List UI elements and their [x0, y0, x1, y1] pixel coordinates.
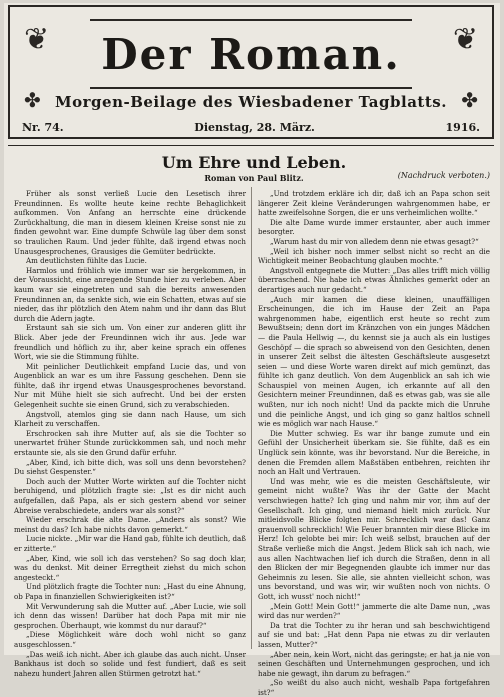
paragraph: „Weil ich bisher noch immer selbst nicht so recht an die Wichtigkeit meiner Beobachtung glauben mochte.“ [258, 246, 490, 266]
paragraph: Erstaunt sah sie sich um. Von einer zur anderen glitt ihr Blick. Aber jede der Freundinnen wich ihr aus. Jede war freundlich und höflich zu ihr, aber keine sprach ein offenes Wort, wie sie die Stimmung fühlte. [14, 323, 246, 362]
paragraph: Harmlos und fröhlich wie immer war sie hergekommen, in der Voraussicht, eine anregende Stunde hier zu verleben. Aber kaum war sie eingetreten und sah die bereits anwesenden Freundinnen an, da senkte sich, wie ein Schatten, etwas auf sie nieder, das ihr plötzlich den Atem nahm und ihr dann das Blut durch die Adern jagte. [14, 265, 246, 323]
masthead [8, 5, 494, 139]
paragraph: Mit Verwunderung sah die Mutter auf. „Aber Lucie, wie soll ich denn das wissen! Darüber hat doch Papa mit mir nie gesprochen. Überhaupt, wie kommst du nur darauf?“ [14, 601, 246, 630]
column-divider [251, 187, 252, 649]
paragraph: „Warum hast du mir von alledem denn nie etwas gesagt?“ [270, 236, 479, 246]
issue-year: 1916. [445, 121, 480, 134]
newspaper-title: Der Roman. [101, 29, 401, 79]
paragraph: Früher als sonst verließ Lucie den Lesetisch ihrer Freundinnen. Es wollte heute keine rechte Behaglichkeit aufkommen. Von Anfang an herrschte eine drückende Zurückhaltung, die man in diesem kleinen Kreise sonst nie zu finden gewohnt war. Eine dumpfe Schwüle lag über dem sonst so traulichen Raum. Und jeder fühlte, daß irgend etwas noch Unausgesprochenes, Grausiges die Gemüter bedrückte. [14, 189, 246, 256]
ornament-right-icon: ❦ [452, 22, 478, 57]
paragraph: „Mein Gott! Mein Gott!“ jammerte die alte Dame nun, „was wird das nur werden?“ [258, 601, 490, 621]
issue-number: Nr. 74. [22, 121, 64, 134]
paragraph: Lucie nickte. „Mir war die Hand gab, fühlte ich deutlich, daß er zitterte.“ [14, 534, 246, 553]
paragraph: Erschrocken sah ihre Mutter auf, als sie die Tochter so unerwartet früher Stunde zurückkommen sah, und noch mehr erstaunte sie, als sie den Grund dafür erfuhr. [14, 428, 246, 458]
paragraph: Und was mehr, wie es die meisten Geschäftsleute, wir gemeint nicht wußte? Was ihr der Gatte der Macht verschwiegen hatte? Ich ging und nahm mir vor, ihm auf der Gesellschaft. Ich ging, und niemand hielt mich zurück. Nur mitleidsvolle Blicke folgten mir. Schrecklich war das! Ganz grauenvoll schrecklich! Wie Feuer brannten mir diese Blicke im Herz! Ich gelobte bei mir: Ich weiß selbst, brauchen auf der Straße verließe mich die Angst. Jedem Blick sah ich nach, wie aus allen Nachtwachen lief ich durch die Straßen, denn in all den Blicken der mir Begegnenden glaubte ich immer nur das Geheimnis zu lesen. Sie alle, sie ahnten vielleicht schon, was uns bevorstand, und was wir, wir wußten noch von nichts. O Gott, ich wusst' noch nicht!“ [258, 476, 490, 601]
ornament-left-icon: ❦ [24, 22, 50, 57]
paragraph: „Und trotzdem erkläre ich dir, daß ich an Papa schon seit längerer Zeit kleine Veränderungen wahrgenommen habe, er hatte zweifelsohne Sorgen, die er uns verheimlichen wollte.“ [258, 189, 490, 218]
issue-date: Dienstag, 28. März. [194, 121, 315, 134]
newspaper-subtitle: Morgen-Beilage des Wiesbadener Tagblatts. [55, 93, 447, 111]
title-band [90, 19, 412, 89]
ornament-bottom-left-icon: ✤ [24, 88, 41, 112]
paragraph: „Aber, Kind, wie soll ich das verstehen? So sag doch klar, was du denkst. Mit deiner Erregtheit ziehst du mich schon angesteckt.“ [14, 553, 246, 582]
paragraph: Da trat die Tochter zu ihr heran und sah beschwichtigend auf sie und bat: „Hat denn Papa nie etwas zu dir verlauten lassen, Mutter?“ [258, 620, 490, 649]
paragraph: Angstvoll entgegnete die Mutter: „Das alles trifft mich völlig überraschend. Nie habe ich etwas Ähnliches gemerkt oder an derartiges auch nur gedacht.“ [258, 265, 490, 294]
story-title: Um Ehre und Leben. [161, 153, 347, 172]
paragraph: Die Mutter schwieg. Es war ihr bange zumute und ein Gefühl der Unsicherheit überkam sie. Sie fühlte, daß es ein Unglück sein könnte, was ihr bevorstand. Nur die Bereiche, in denen die Fremden allem Maßstäben entbehren, reichten ihr noch an Halt und Vertrauen. [258, 428, 490, 477]
paragraph: „Aber nein, kein Wort, nicht das geringste; er hat ja nie von seinen Geschäften und Unternehmungen gesprochen, und ich habe nie gewagt, ihn darum zu befragen.“ [258, 649, 490, 678]
story-author: Roman von Paul Blitz. [204, 173, 304, 183]
newspaper-page [4, 3, 500, 697]
column-right [258, 189, 490, 697]
ornament-bottom-right-icon: ✤ [461, 88, 478, 112]
column-left [14, 189, 246, 678]
paragraph: „Aber, Kind, ich bitte dich, was soll uns denn bevorstehen? Du siehst Gespenster.“ [14, 457, 246, 477]
paragraph: Und plötzlich fragte die Tochter nun: „Hast du eine Ahnung, ob Papa in finanziellen Schwierigkeiten ist?“ [14, 582, 246, 601]
paragraph: Doch auch der Mutter Worte wirkten auf die Tochter nicht beruhigend, und plötzlich fragte sie: „Ist es dir nicht auch aufgefallen, daß Papa, als er sich gestern abend vor seiner Abreise verabschiedete, anders war als sonst?“ [14, 476, 246, 515]
paragraph: Angstvoll, atemlos ging sie dann nach Hause, um sich Klarheit zu verschaffen. [14, 409, 246, 429]
masthead-rule [8, 145, 494, 146]
reprint-note: (Nachdruck verboten.) [397, 171, 490, 180]
paragraph: „Das weiß ich nicht. Aber ich glaube das auch nicht. Unser Bankhaus ist doch so solide und fest fundiert, daß es seit nahezu hundert Jahren allen Stürmen getrotzt hat.“ [14, 649, 246, 678]
paragraph: Die alte Dame wurde immer erstaunter, aber auch immer besorgter. [258, 217, 490, 237]
paragraph: „So weißt du also auch nicht, weshalb Papa fortgefahren ist?“ [258, 678, 490, 697]
paragraph: Wieder erschrak die alte Dame. „Anders als sonst? Wie meinst du das? Ich habe nichts davon gemerkt.“ [14, 515, 246, 534]
issue-info-line [22, 121, 480, 134]
paragraph: „Auch mir kamen die diese kleinen, unauffälligen Erscheinungen, die ich im Hause der Zeit an Papa wahrgenommen habe, eigentlich erst heute so recht zum Bewußtsein; denn dort im Kränzchen von ein junges Mädchen — die Paula Hellwig —, du kennst sie ja auch als ein lustiges Geschöpf — die sprach so abweisend von den Gesichten, denen in unserer Zeit selbst die ältesten Geschäftsleute ausgesetzt seien — und diese Worte waren direkt auf mich gemünzt, das fühlte ich ganz deutlich. Von dem Augenblick an sah ich wie Schauspiel von meinen Augen, ich erkannte auf all den Gesichtern meiner Freundinnen, daß es etwas gab, was sie alle wußten, nur ich noch nicht! Und da packte mich die Unruhe und die peinliche Angst, und ich ging so ganz haltlos schnell wie es möglich war nach Hause.“ [258, 294, 490, 429]
paragraph: Am deutlichsten fühlte das Lucie. [26, 256, 147, 266]
paragraph: Mit peinlicher Deutlichkeit empfand Lucie das, und von Augenblick an war es um ihre Fassung geschehen. Denn sie fühlte, daß ihr irgend etwas Unausgesprochenes bevorstand. Nur mit Mühe hielt sie sich aufrecht. Und bei der ersten Gelegenheit suchte sie einen Grund, sich zu verabschieden. [14, 361, 246, 410]
paragraph: „Diese Möglichkeit wäre doch wohl nicht so ganz ausgeschlossen.“ [14, 630, 246, 649]
